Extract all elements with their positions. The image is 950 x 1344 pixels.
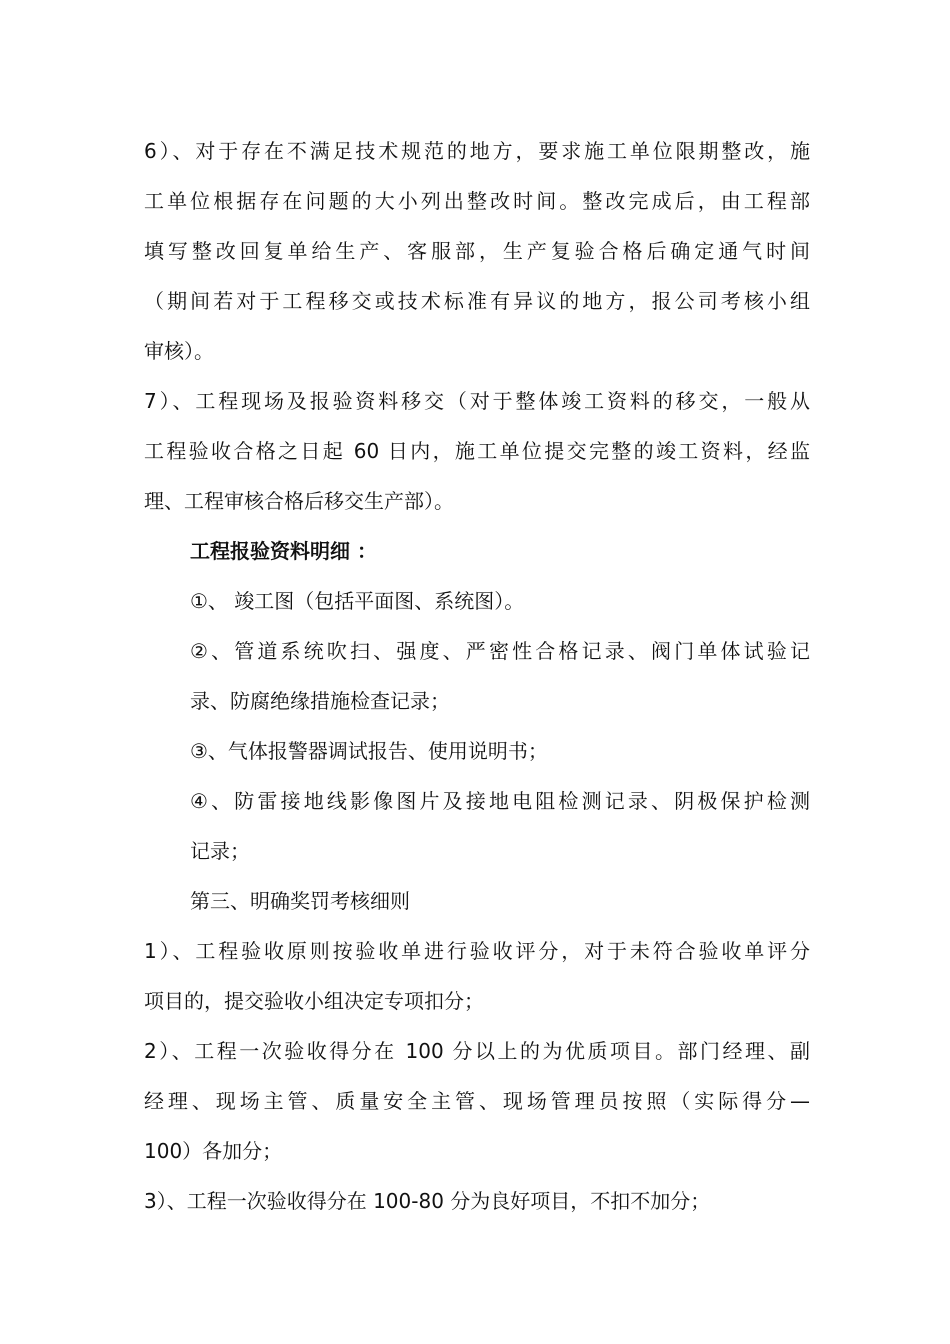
paragraph-line: 3）、工程一次验收得分在 100-80 分为良好项目，不扣不加分； bbox=[144, 1189, 711, 1213]
paragraph-line: 6）、对于存在不满足技术规范的地方，要求施工单位限期整改，施 bbox=[144, 139, 810, 163]
paragraph-line: 100）各加分； bbox=[144, 1139, 283, 1163]
paragraph-line: 审核）。 bbox=[144, 339, 214, 363]
list-item: ④、防雷接地线影像图片及接地电阻检测记录、阴极保护检测 bbox=[190, 789, 810, 813]
section-title: 第三、明确奖罚考核细则 bbox=[190, 889, 410, 913]
list-item: ③、气体报警器调试报告、使用说明书； bbox=[190, 739, 548, 763]
paragraph-line: 工单位根据存在问题的大小列出整改时间。整改完成后，由工程部 bbox=[144, 189, 810, 213]
list-item: ②、管道系统吹扫、强度、严密性合格记录、阀门单体试验记 bbox=[190, 639, 810, 663]
paragraph-line: （期间若对于工程移交或技术标准有异议的地方，报公司考核小组 bbox=[144, 289, 810, 313]
paragraph-line: 项目的，提交验收小组决定专项扣分； bbox=[144, 989, 484, 1013]
section-heading: 工程报验资料明细 ： bbox=[190, 539, 377, 563]
paragraph-line: 2）、工程一次验收得分在 100 分以上的为优质项目。部门经理、副 bbox=[144, 1039, 810, 1063]
list-item-continuation: 录、防腐绝缘措施检查记录； bbox=[190, 689, 450, 713]
paragraph-line: 1）、工程验收原则按验收单进行验收评分，对于未符合验收单评分 bbox=[144, 939, 810, 963]
list-item: ①、 竣工图（包括平面图、系统图）。 bbox=[190, 589, 525, 613]
list-item-continuation: 记录； bbox=[190, 839, 250, 863]
paragraph-line: 工程验收合格之日起 60 日内，施工单位提交完整的竣工资料，经监 bbox=[144, 439, 810, 463]
document-body bbox=[144, 126, 810, 1226]
paragraph-line: 理、工程审核合格后移交生产部）。 bbox=[144, 489, 454, 513]
paragraph-line: 填写整改回复单给生产、客服部，生产复验合格后确定通气时间 bbox=[144, 239, 810, 263]
paragraph-line: 7）、工程现场及报验资料移交（对于整体竣工资料的移交，一般从 bbox=[144, 389, 810, 413]
paragraph-line: 经理、现场主管、质量安全主管、现场管理员按照（实际得分— bbox=[144, 1089, 810, 1113]
